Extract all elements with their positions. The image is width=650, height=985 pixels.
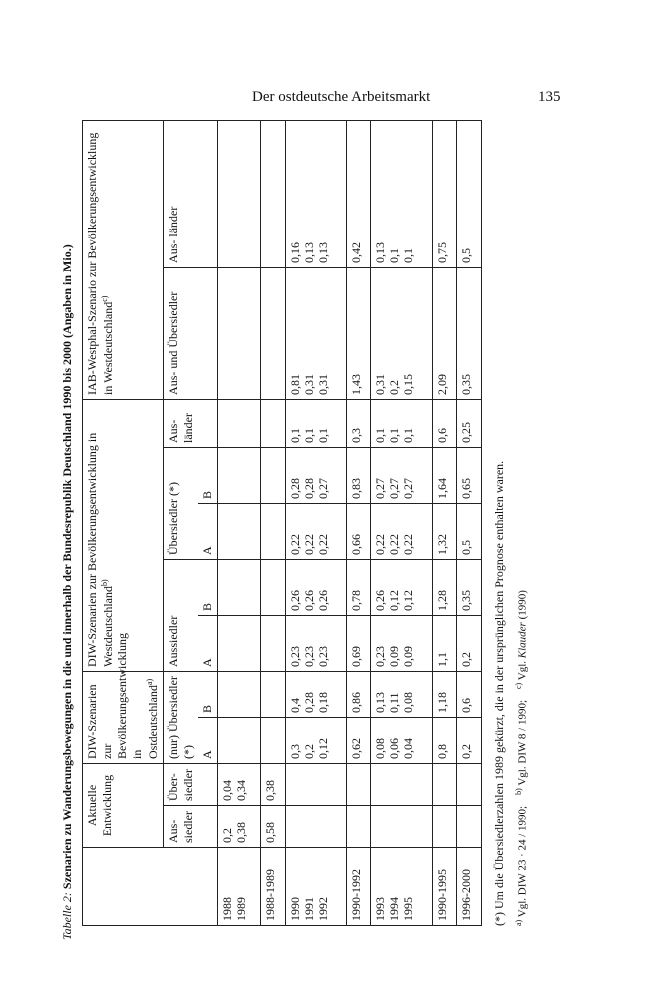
value-cell [457,560,482,616]
value-label: 0,3 [348,428,363,443]
value-cell [285,718,346,764]
value-label: 0,62 [348,738,363,759]
value-label: 0,31 [301,373,316,395]
value-cell [218,560,261,616]
value-label: 0,22 [287,534,302,555]
value-label: 1,18 [434,692,449,713]
value-label: 0,31 [373,373,388,395]
value-cell [432,616,457,672]
value-cell [218,718,261,764]
value-label: 0,1 [401,247,416,263]
value-cell [346,448,371,504]
value-cell [260,806,285,848]
value-label: 0,13 [315,241,330,263]
value-label: 0,12 [401,590,416,611]
value-label: 0,42 [348,241,363,263]
header-auslaender-iab: Aus- länder [164,120,218,267]
value-label: 0,35 [459,373,474,395]
value-cell [432,267,457,399]
value-cell [260,672,285,718]
year-cell [346,848,371,926]
year-label: 1988 [220,897,234,921]
value-cell [432,764,457,806]
value-cell [218,504,261,560]
value-cell [371,718,432,764]
value-cell [346,764,371,806]
value-label: 0,26 [301,590,316,611]
value-cell [432,504,457,560]
header-aussiedler: Aussiedler [164,560,199,672]
value-cell [218,764,261,806]
value-label: 0,13 [301,241,316,263]
value-cell [285,448,346,504]
value-cell [457,806,482,848]
header-uebersiedler: Übersiedler (*) [164,448,199,560]
value-label: 0,86 [348,692,363,713]
value-label: 0,3 [287,744,302,759]
value-cell [432,718,457,764]
value-cell [260,616,285,672]
table-row [432,120,457,925]
value-label: 0,1 [373,428,388,443]
value-label: 0,22 [387,534,402,555]
value-cell [260,399,285,447]
value-label: 1,28 [434,590,449,611]
value-cell [457,672,482,718]
value-label: 0,1 [401,428,416,443]
value-cell [260,718,285,764]
value-label: 0,08 [373,738,388,759]
value-label: 0,2 [459,652,474,667]
value-label: 0,5 [459,247,474,263]
value-cell [218,448,261,504]
value-cell [346,560,371,616]
value-label: 0,11 [387,692,402,713]
value-label: 0,26 [315,590,330,611]
header-scenario-b: B [198,560,218,616]
value-cell [260,267,285,399]
value-label: 0,5 [459,540,474,555]
year-label: 1992 [315,897,330,921]
value-cell [432,560,457,616]
value-label: 0,4 [287,698,302,713]
table-body [218,120,482,925]
table-row [346,120,371,925]
value-cell [260,560,285,616]
value-label: 0,22 [315,534,330,555]
value-label: 0,69 [348,646,363,667]
value-cell [371,120,432,267]
year-label: 1995 [401,897,416,921]
value-label: 1,43 [348,373,363,395]
year-cell [260,848,285,926]
value-label: 0,12 [387,590,402,611]
value-cell [457,267,482,399]
value-label: 0,28 [301,692,316,713]
value-label: 0,83 [348,478,363,499]
value-label: 0,1 [287,428,302,443]
header-aussiedler-aktuell: Aus- siedler [164,806,218,848]
header-aus-und-uebersiedler: Aus- und Übersiedler [164,267,218,399]
header-nur-uebersiedler: (nur) Übersiedler (*) [164,672,199,764]
value-cell [346,718,371,764]
value-label: 0,18 [315,692,330,713]
year-label: 1988-1989 [262,869,277,921]
group-header-row [83,120,164,925]
value-label: 0,08 [401,692,416,713]
value-label: 0,27 [373,478,388,499]
value-label: 0,58 [262,822,277,843]
value-cell [371,560,432,616]
value-label: 0,75 [434,241,449,263]
year-label: 1993 [373,897,388,921]
value-cell [260,764,285,806]
value-label: 0,2 [387,379,402,395]
value-cell [218,120,261,267]
rotated-table-block [60,120,580,940]
value-cell [285,806,346,848]
value-label: 0,26 [373,590,388,611]
value-label: 0,78 [348,590,363,611]
value-cell [218,616,261,672]
value-cell [346,504,371,560]
year-label: 1990-1992 [348,869,363,921]
value-label: 0,04 [401,738,416,759]
table-row [457,120,482,925]
value-label: 0,38 [262,780,277,801]
value-label: 2,09 [434,373,449,395]
value-label: 0,12 [315,738,330,759]
value-label: 0,09 [401,646,416,667]
value-cell [432,399,457,447]
value-label: 0,13 [373,692,388,713]
year-label: 1989 [234,897,248,921]
value-cell [285,560,346,616]
value-label: 0,1 [315,428,330,443]
header-scenario-a: A [198,616,218,672]
value-label: 0,09 [387,646,402,667]
value-cell [260,448,285,504]
header-scenario-b: B [198,448,218,504]
value-cell [457,616,482,672]
value-cell [285,120,346,267]
year-cell [457,848,482,926]
value-label: 0,04 [220,780,234,801]
value-label: 0,23 [287,646,302,667]
value-cell [371,616,432,672]
value-label: 0,22 [401,534,416,555]
value-cell [346,267,371,399]
value-cell [371,764,432,806]
table-row [371,120,432,925]
footnote-star: (*) Um die Übersiedlerzahlen 1989 gekürzt, die in der ursprünglichen Prognose enthalten waren. [492,460,506,926]
value-cell [457,120,482,267]
value-cell [371,806,432,848]
value-label: 0,23 [373,646,388,667]
value-label: 0,1 [387,247,402,263]
value-label: 0,38 [234,822,248,843]
table-row [260,120,285,925]
table-row [218,120,261,925]
value-label: 0,66 [348,534,363,555]
value-label: 0,6 [434,428,449,443]
value-cell [218,672,261,718]
value-cell [457,504,482,560]
year-label: 1991 [301,897,316,921]
scenario-table [82,120,482,926]
value-cell [285,399,346,447]
value-label: 0,2 [459,744,474,759]
value-label: 0,27 [315,478,330,499]
group-diw-ost: DIW-Szenarien zur Bevölkerungsentwicklung in Ostdeutschland$^{a)}$ [83,672,164,764]
value-cell [457,448,482,504]
value-cell [457,764,482,806]
caption-text: Szenarien zu Wanderungsbewegungen in die und innerhalb der Bundesrepublik Deutschland 1990 bis 2000 (Angaben in Mio.) [60,244,74,890]
value-cell [432,448,457,504]
value-cell [260,120,285,267]
footnote-sources: $^{a)}$ Vgl. DIW 23 · 24 / 1990; $^{b)}$ Vgl. DIW 8 / 1990; $^{c)}$ Vgl. Klauder (1990) [514,590,529,926]
year-header [83,848,218,926]
year-cell [371,848,432,926]
running-header-title: Der ostdeutsche Arbeitsmarkt [252,89,431,105]
subheader-row [164,120,199,925]
value-label: 0,06 [387,738,402,759]
value-cell [346,616,371,672]
value-cell [218,399,261,447]
value-cell [432,806,457,848]
value-label: 0,13 [373,241,388,263]
year-cell [285,848,346,926]
value-label: 0,23 [301,646,316,667]
value-cell [432,672,457,718]
header-uebersiedler-aktuell: Über- siedler [164,764,218,806]
header-scenario-b: B [198,672,218,718]
value-cell [218,806,261,848]
value-label: 0,15 [401,373,416,395]
value-label: 1,1 [434,652,449,667]
value-label: 0,1 [301,428,316,443]
value-label: 0,81 [287,373,302,395]
page-number: 135 [538,89,561,105]
value-cell [260,504,285,560]
value-cell [371,399,432,447]
group-iab: IAB-Westphal-Szenario zur Bevölkerungsentwicklung in Westdeutschland$^{c)}$ [83,120,164,399]
header-scenario-a: A [198,504,218,560]
table-row [285,120,346,925]
value-label: 0,1 [387,428,402,443]
value-label: 0,28 [287,478,302,499]
value-label: 0,65 [459,478,474,499]
value-cell [457,718,482,764]
header-scenario-a: A [198,718,218,764]
value-label: 0,22 [301,534,316,555]
value-label: 0,27 [401,478,416,499]
year-label: 1996-2000 [459,869,474,921]
value-label: 0,6 [459,698,474,713]
value-cell [285,672,346,718]
value-cell [371,672,432,718]
value-cell [218,267,261,399]
value-cell [285,616,346,672]
value-label: 0,8 [434,744,449,759]
value-label: 0,25 [459,422,474,443]
year-cell [218,848,261,926]
group-diw-west: DIW-Szenarien zur Bevölkerungsentwicklung in Westdeutschland$^{b)}$ [83,399,164,671]
value-label: 0,27 [387,478,402,499]
value-cell [346,806,371,848]
value-label: 0,35 [459,590,474,611]
value-cell [346,399,371,447]
group-aktuelle: Aktuelle Entwicklung [83,764,164,848]
value-label: 0,34 [234,780,248,801]
value-label: 0,31 [315,373,330,395]
value-cell [346,672,371,718]
value-cell [285,267,346,399]
value-label: 1,64 [434,478,449,499]
value-label: 0,26 [287,590,302,611]
value-label: 1,32 [434,534,449,555]
value-cell [371,267,432,399]
value-cell [346,120,371,267]
value-cell [432,120,457,267]
value-label: 0,2 [220,828,234,843]
value-label: 0,16 [287,241,302,263]
value-cell [371,504,432,560]
value-cell [285,764,346,806]
value-cell [371,448,432,504]
header-auslaender: Aus- länder [164,399,218,447]
year-cell [432,848,457,926]
table-caption [60,244,75,940]
year-label: 1990 [287,897,302,921]
value-cell [457,399,482,447]
caption-label: Tabelle 2: [60,892,74,940]
value-cell [285,504,346,560]
value-label: 0,28 [301,478,316,499]
year-label: 1994 [387,897,402,921]
value-label: 0,2 [301,744,316,759]
year-label: 1990-1995 [434,869,449,921]
value-label: 0,22 [373,534,388,555]
value-label: 0,23 [315,646,330,667]
